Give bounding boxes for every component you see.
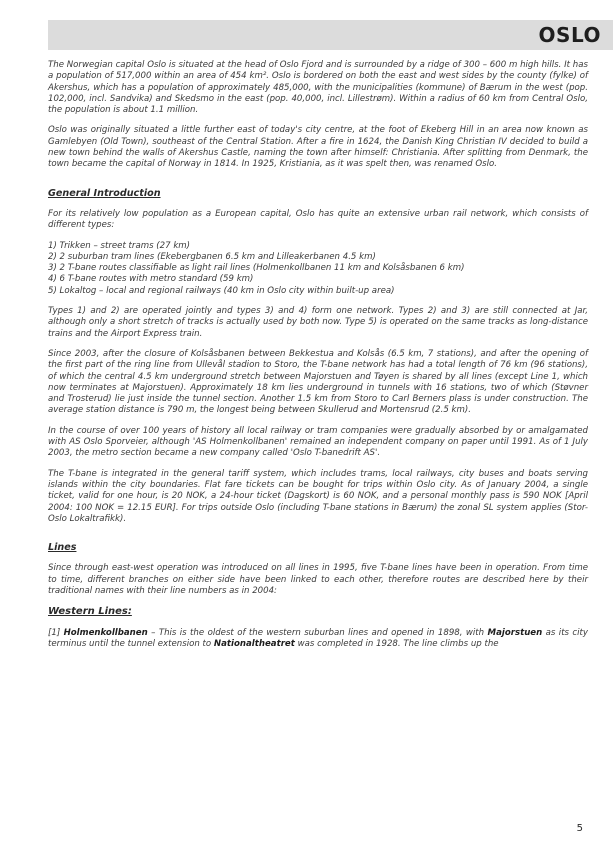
network-type-item: 5) Lokaltog – local and regional railways (40 km in Oslo city within built-up area): [48, 285, 395, 296]
network-type-item: 2) 2 suburban tram lines (Ekebergbanen 6.5 km and Lilleakerbanen 4.5 km): [48, 251, 376, 262]
general-paragraph-4: The T-bane is integrated in the general tariff system, which includes trams, local railways, city buses and boats serving islands within the city boundaries. Flat fare tickets can be bought for trips within Oslo city. As of January 2004, a single ticket, valid for one hour, is 20 NOK, a 24-hour ticket (Dagskort) is 60 NOK, and a personal monthly pass is 590 NOK [April 2004: 100 NOK = 12.15 EUR]. For trips outside Oslo (including T-bane stations in Bærum) the zonal SL system applies (Stor-Oslo Lokaltrafikk).: [48, 468, 588, 524]
terminus-name: Majorstuen: [487, 627, 543, 638]
general-paragraph-3: In the course of over 100 years of history all local railway or tram companies were gradually absorbed by or amalgamated with AS Oslo Sporveier, although 'AS Holmenkollbanen' remained an independent company on paper until 1991. As of 1 July 2003, the metro section became a new company called 'Oslo T-banedrift AS'.: [48, 425, 588, 459]
intro-paragraph-2: Oslo was originally situated a little further east of today's city centre, at the foot of Ekeberg Hill in an area now known as Gamlebyen (Old Town), southeast of the Central Station. After a fire in 1624, the Danish King Christian IV decided to build a new town behind the walls of Akershus Castle, naming the town after himself: Christiania. After splitting from Denmark, the town became the capital of Norway in 1814. In 1925, Kristiania, as it was spelt then, was renamed Oslo.: [48, 125, 588, 170]
general-lead-paragraph: For its relatively low population as a European capital, Oslo has quite an extensive urban rail network, which consists of different types:: [48, 208, 588, 231]
intro-paragraph-1: The Norwegian capital Oslo is situated at the head of Oslo Fjord and is surrounded by a ridge of 300 – 600 m high hills. It has a population of 517,000 within an area of 454 km². Oslo is bordered on both the east and west sides by the county (fylke) of Akershus, which has a population of approximately 485,000, with the municipalities (kommune) of Bærum in the west (pop. 102,000, incl. Sandvika) and Skedsmo in the east (pop. 40,000, incl. Lillestrøm). Within a radius of 60 km from Central Oslo, the population is about 1.1 million.: [48, 60, 588, 116]
line-number: [1]: [48, 627, 64, 638]
general-paragraph-2: Since 2003, after the closure of Kolsåsbanen between Bekkestua and Kolsås (6.5 km, 7 stations), and after the opening of the first part of the ring line from Ullevål stadion to Storo, the T-bane network has had a total length of 76 km (96 stations), of which the central 4.5 km underground stretch between Majorstuen and Tøyen is shared by all lines (except Line 1, which now terminates at Majorstuen). Approximately 18 km lies underground in tunnels with 16 stations, two of which (Støvner and Trosterud) lie just inside the tunnel section. Another 1.5 km from Storo to Carl Berners plass is under construction. The average station distance is 790 m, the longest being between Skullerud and Mortensrud (2.5 km).: [48, 348, 588, 416]
subsection-heading-western-lines: Western Lines:: [48, 606, 132, 618]
paragraph-text: – This is the oldest of the western suburban lines and opened in 1898, with: [147, 627, 488, 638]
general-paragraph-1: Types 1) and 2) are operated jointly and types 3) and 4) form one network. Types 2) and 3) are still connected at Jar, although only a short stretch of tracks is actually used by both now. Type 5) is operated on the same tracks as long-distance trains and the Airport Express train.: [48, 306, 588, 339]
paragraph-text: as its city terminus until the tunnel extension to: [48, 627, 589, 649]
network-types-list: [48, 241, 588, 297]
network-type-item: 1) Trikken – street trams (27 km): [48, 240, 191, 251]
page-number: 5: [576, 823, 583, 834]
title-bar: [48, 20, 613, 50]
network-type-item: 3) 2 T-bane routes classifiable as light rail lines (Holmenkollbanen 11 km and Kolsåsbanen 6 km): [48, 263, 465, 274]
section-heading-general-introduction: General Introduction: [48, 187, 161, 199]
paragraph-text: was completed in 1928. The line climbs up the: [294, 638, 499, 649]
section-heading-lines: Lines: [48, 542, 77, 554]
line-name: Holmenkollbanen: [63, 627, 148, 638]
network-type-item: 4) 6 T-bane routes with metro standard (59 km): [48, 274, 254, 285]
lines-paragraph: Since through east-west operation was introduced on all lines in 1995, five T-bane lines have been in operation. From time to time, different branches on either side have been linked to each other, therefore routes are described here by their traditional names with their line numbers as in 2004:: [48, 563, 588, 596]
western-line-1-paragraph: [48, 628, 588, 651]
page-title: OSLO: [538, 23, 601, 47]
extension-name: Nationaltheatret: [213, 638, 295, 649]
article-body: [48, 60, 588, 659]
